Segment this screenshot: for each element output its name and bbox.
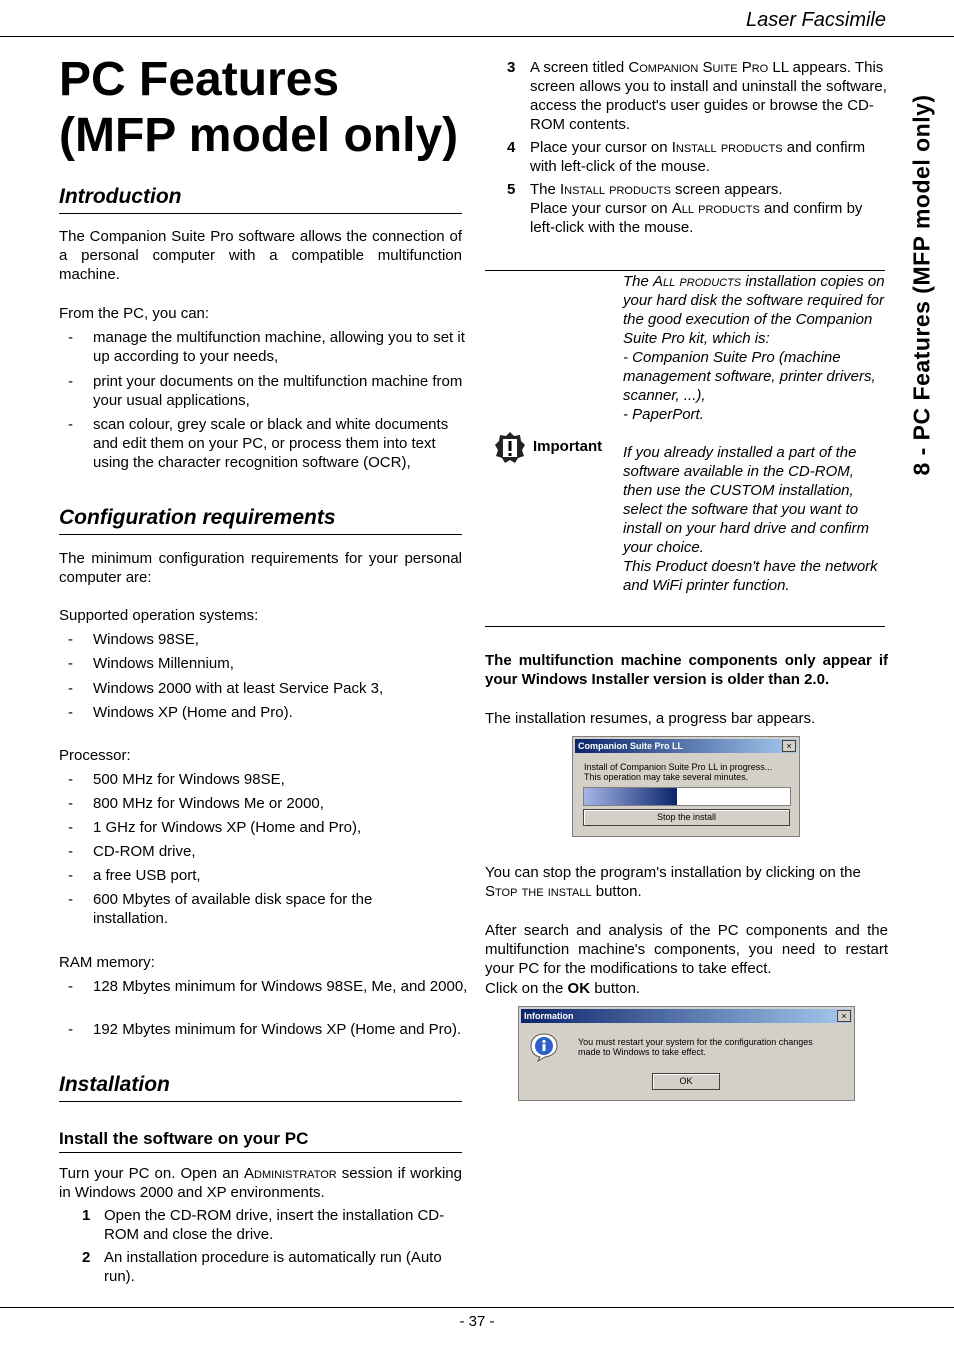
ok-button[interactable]: OK — [652, 1073, 720, 1090]
step-number: 4 — [507, 139, 516, 156]
install-intro: Turn your PC on. Open an Administrator session if working in Windows 2000 and XP environments. — [59, 1165, 462, 1201]
important-top-rule — [485, 270, 885, 271]
step-number: 1 — [82, 1207, 91, 1224]
header-title: Laser Facsimile — [745, 9, 886, 31]
important-text: The All products installation copies on your hard disk the software required for the good execution of the Companion Suite Pro kit, which is: - Companion Suite Pro (machine management software, printer drivers, scanner, ...), - PaperPort. If you already installed a part of the software available in the CD-ROM, then use the CUSTOM installation, select the software that you want to install on your hard drive and confirm your choice. This Product doesn't have the network and WiFi printer function. — [623, 273, 885, 594]
introduction-lead: From the PC, you can: — [59, 305, 210, 322]
install-progress-dialog — [572, 736, 800, 837]
page-title-line-2: (MFP model only) — [59, 109, 459, 162]
important-label: Important — [533, 438, 603, 455]
dialog-title: Companion Suite Pro LL — [575, 739, 797, 753]
step-text: Open the CD-ROM drive, insert the installation CD-ROM and close the drive. — [104, 1207, 445, 1243]
info-icon — [529, 1032, 559, 1062]
stop-note: You can stop the program's installation by clicking on the Stop the install button. — [485, 864, 861, 900]
header-rule — [0, 36, 954, 37]
dialog-message-1: You must restart your system for the configuration changes — [578, 1037, 813, 1047]
chapter-side-tab — [896, 40, 948, 530]
stop-install-button[interactable]: Stop the install — [583, 809, 790, 826]
installer-note: The multifunction machine components only appear if your Windows Installer version is older than 2.0. — [485, 652, 888, 688]
dialog-message-2: This operation may take several minutes. — [584, 772, 749, 782]
chapter-side-tab-label: 8 - PC Features (MFP model only) — [908, 94, 935, 476]
dialog-message-2: made to Windows to take effect. — [578, 1047, 706, 1057]
install-subheading: Install the software on your PC — [59, 1129, 309, 1148]
config-rule — [59, 534, 462, 535]
restart-note: After search and analysis of the PC components and the multifunction machine's components, you need to restart your PC for the modifications to take effect. — [485, 922, 888, 977]
progress-bar — [583, 787, 791, 806]
introduction-paragraph: The Companion Suite Pro software allows the connection of a personal computer with a compatible multifunction machine. — [59, 228, 462, 283]
important-bottom-rule — [485, 626, 885, 627]
step-text: Place your cursor on Install products and confirm with left-click of the mouse. — [530, 139, 866, 175]
footer-rule — [0, 1307, 954, 1308]
step-number: 2 — [82, 1249, 91, 1266]
information-dialog — [518, 1006, 855, 1101]
ram-label: RAM memory: — [59, 954, 155, 971]
dialog-message-1: Install of Companion Suite Pro LL in progress... — [584, 762, 773, 772]
step-number: 5 — [507, 181, 516, 198]
config-paragraph: The minimum configuration requirements for your personal computer are: — [59, 550, 462, 586]
config-heading: Configuration requirements — [59, 506, 336, 529]
progress-note: The installation resumes, a progress bar appears. — [485, 710, 816, 727]
step-text: An installation procedure is automatically run (Auto run). — [104, 1249, 442, 1285]
install-subheading-rule — [59, 1152, 462, 1153]
introduction-rule — [59, 213, 462, 214]
page-number: - 37 - — [459, 1313, 495, 1330]
installation-rule — [59, 1101, 462, 1102]
important-icon — [494, 431, 526, 465]
ok-note: Click on the OK button. — [485, 980, 641, 997]
page-title — [59, 52, 479, 164]
introduction-heading: Introduction — [59, 185, 182, 208]
os-label: Supported operation systems: — [59, 607, 259, 624]
dialog-title: Information — [521, 1009, 852, 1023]
processor-label: Processor: — [59, 747, 131, 764]
close-icon[interactable]: × — [782, 740, 796, 752]
step-text: A screen titled Companion Suite Pro LL appears. This screen allows you to install and uninstall the software, access the product's user guides or browse the CD-ROM contents. — [530, 59, 887, 133]
step-number: 3 — [507, 59, 516, 76]
step-text: The Install products screen appears. Place your cursor on All products and confirm by left-click with the mouse. — [530, 181, 863, 236]
page-title-line-1: PC Features — [59, 53, 340, 106]
installation-heading: Installation — [59, 1073, 170, 1096]
progress-bar-fill — [584, 788, 677, 805]
close-icon[interactable]: × — [837, 1010, 851, 1022]
